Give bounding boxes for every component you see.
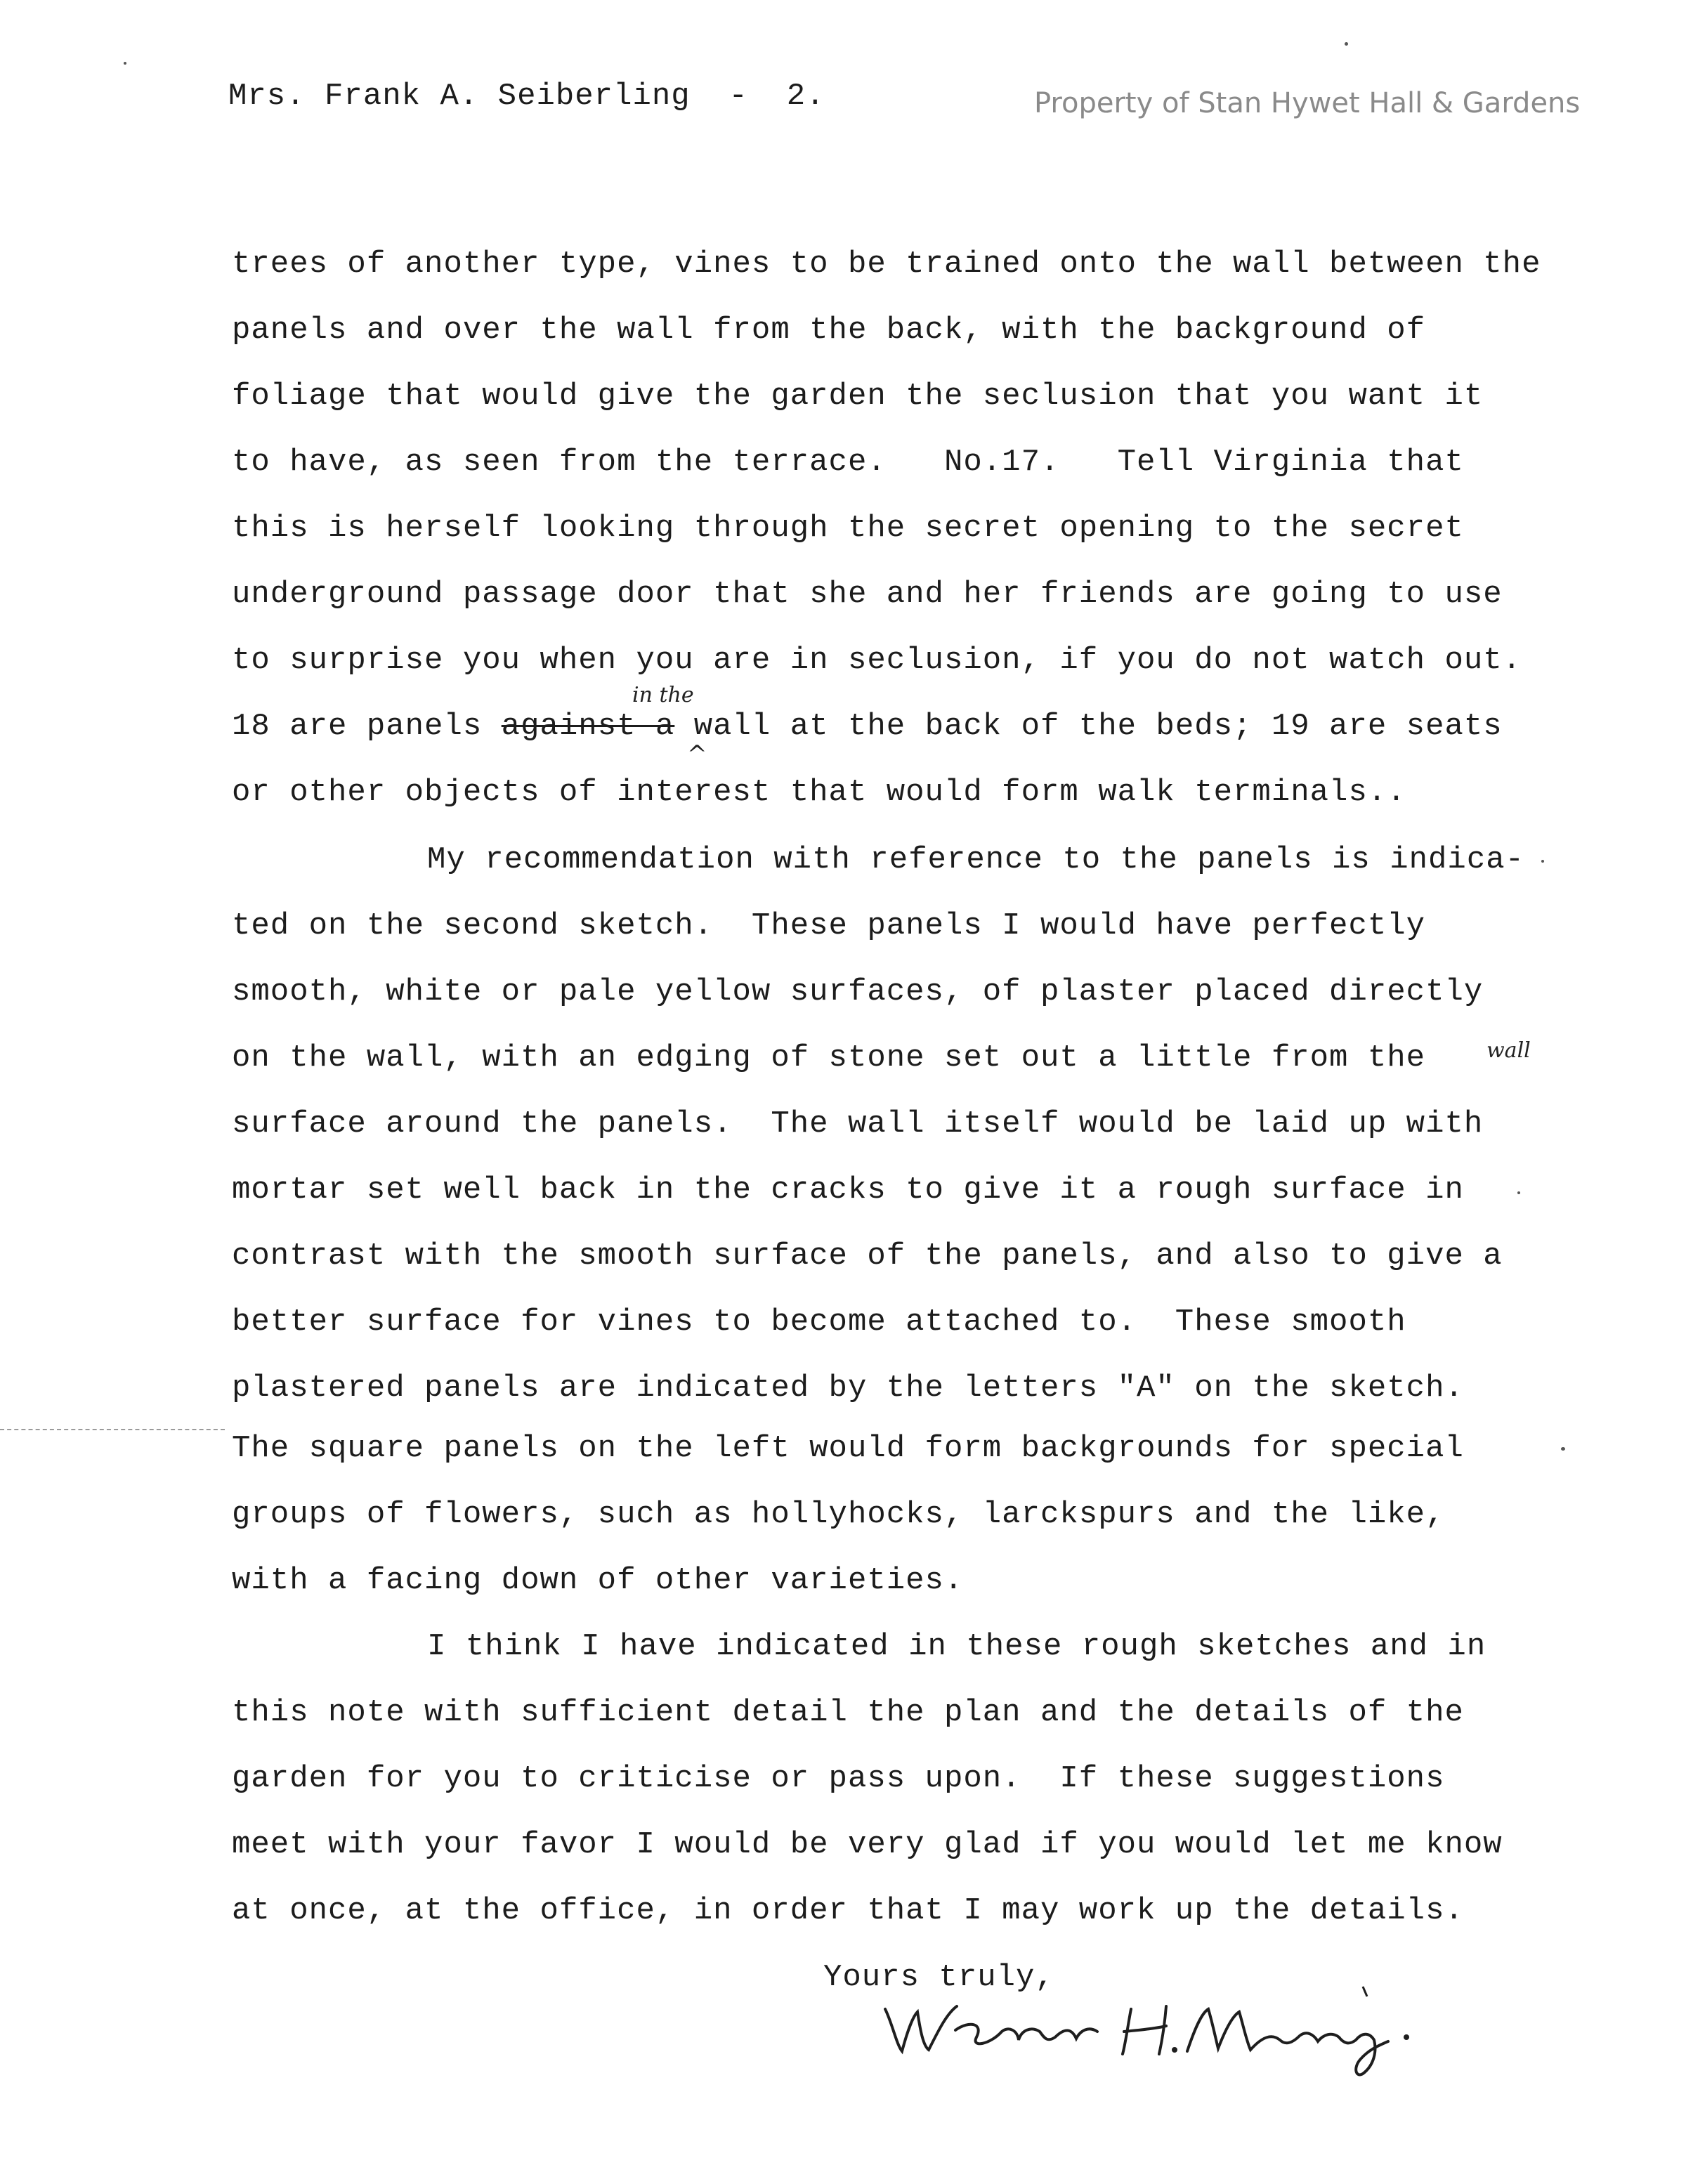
- closing-salutation: Yours truly,: [823, 1960, 1054, 1995]
- handwritten-signature: [871, 1981, 1433, 2079]
- text-line: on the wall, with an edging of stone set out a little from the: [232, 1040, 1426, 1075]
- text-line: at once, at the office, in order that I may work up the details.: [232, 1893, 1464, 1928]
- fold-mark: [0, 1429, 225, 1430]
- watermark: Property of Stan Hywet Hall & Gardens: [1034, 87, 1581, 119]
- text-line: The square panels on the left would form backgrounds for special: [232, 1431, 1464, 1466]
- paper-speck: [1517, 1191, 1520, 1194]
- text-line: meet with your favor I would be very glad if you would let me know: [232, 1827, 1503, 1862]
- text-line: surface around the panels. The wall itself would be laid up with: [232, 1106, 1484, 1142]
- text-line: smooth, white or pale yellow surfaces, of plaster placed directly: [232, 974, 1484, 1009]
- text-line: panels and over the wall from the back, with the background of: [232, 313, 1426, 348]
- text-line: to surprise you when you are in seclusion, if you do not watch out.: [232, 643, 1522, 678]
- insertion-caret: ^: [687, 740, 707, 769]
- text-line-with-correction: [232, 711, 1503, 742]
- text-line: to have, as seen from the terrace. No.17. Tell Virginia that: [232, 445, 1464, 480]
- text-line: I think I have indicated in these rough sketches and in: [427, 1629, 1486, 1664]
- text-line: contrast with the smooth surface of the panels, and also to give a: [232, 1238, 1503, 1274]
- paper-speck: [1561, 1447, 1565, 1451]
- text-segment: 18 are panels: [232, 709, 502, 744]
- paper-speck: [124, 62, 126, 65]
- text-line: plastered panels are indicated by the letters "A" on the sketch.: [232, 1371, 1464, 1406]
- paper-speck: [1345, 42, 1348, 46]
- struck-text: against a: [501, 709, 675, 744]
- text-line: this note with sufficient detail the plan and the details of the: [232, 1695, 1464, 1730]
- paper-speck: [1541, 860, 1544, 863]
- text-line: trees of another type, vines to be trained onto the wall between the: [232, 247, 1541, 282]
- text-line: garden for you to criticise or pass upon. If these suggestions: [232, 1761, 1445, 1796]
- text-line: groups of flowers, such as hollyhocks, larckspurs and the like,: [232, 1497, 1445, 1532]
- text-line: or other objects of interest that would form walk terminals..: [232, 775, 1406, 810]
- text-line: My recommendation with reference to the panels is indica-: [427, 842, 1525, 877]
- text-line: this is herself looking through the secret opening to the secret: [232, 511, 1464, 546]
- text-line: better surface for vines to become attached to. These smooth: [232, 1304, 1406, 1340]
- handwritten-insertion: wall: [1486, 1038, 1531, 1063]
- text-line: ted on the second sketch. These panels I would have perfectly: [232, 908, 1426, 943]
- handwritten-insertion: in the: [632, 683, 694, 707]
- page-header: Mrs. Frank A. Seiberling - 2.: [228, 79, 825, 114]
- text-line: with a facing down of other varieties.: [232, 1563, 964, 1598]
- text-line: mortar set well back in the cracks to give it a rough surface in: [232, 1172, 1464, 1208]
- text-line: foliage that would give the garden the seclusion that you want it: [232, 379, 1484, 414]
- text-segment: wall at the back of the beds; 19 are seats: [674, 709, 1503, 744]
- text-line: underground passage door that she and her friends are going to use: [232, 577, 1503, 612]
